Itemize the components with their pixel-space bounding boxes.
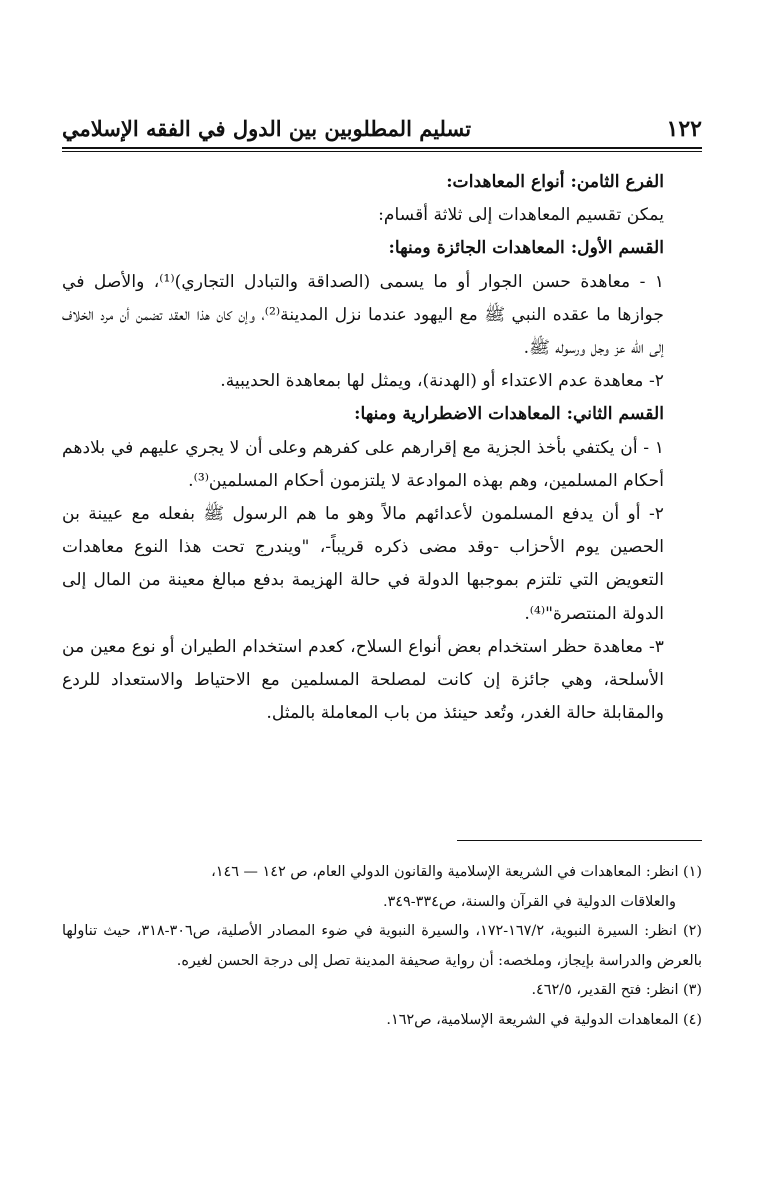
- footnote: (٤) المعاهدات الدولية في الشريعة الإسلامية، ص١٦٢.: [386, 1011, 702, 1028]
- footnote-rule: [457, 840, 702, 841]
- paragraph: ٢- معاهدة عدم الاعتداء أو (الهدنة)، ويمثل لها بمعاهدة الحديبية.: [220, 371, 664, 392]
- paragraph: القسم الأول: المعاهدات الجائزة ومنها:: [388, 238, 664, 259]
- footnote: (١) انظر: المعاهدات في الشريعة الإسلامية والقانون الدولي العام، ص ١٤٢ — ١٤٦،: [211, 864, 702, 880]
- footnotes: [62, 858, 702, 1035]
- paragraph: ٢- أو أن يدفع المسلمون لأعدائهم مالاً وهو ما هم الرسول ﷺ بفعله مع عيينة بن الحصين يوم الأحزاب -وقد مضى ذكره قريباً-، "ويندرج تحت هذا النوع معاهدات التعويض التي تلتزم بموجبها الدولة في حالة الهزيمة بدفع مبالغ معينة من المال إلى الدولة المنتصرة"⁽⁴⁾.: [62, 504, 664, 624]
- page-header: [62, 112, 702, 146]
- footnote: (٢) انظر: السيرة النبوية، ١٦٧/٢-١٧٢، والسيرة النبوية في ضوء المصادر الأصلية، ص٣٠٦-٣١٨، حيث تناولها بالعرض والدراسة بإيجاز، وملخصه: أن رواية صحيفة المدينة تصل إلى درجة الحسن لغيره.: [62, 923, 703, 969]
- footnote: (٣) انظر: فتح القدير، ٤٦٢/٥.: [531, 982, 702, 998]
- paragraph: ٣- معاهدة حظر استخدام بعض أنواع السلاح، كعدم استخدام الطيران أو نوع معين من الأسلحة، وهي جائزة إن كانت لمصلحة المسلمين مع الاحتياط والاستعداد للردع والمقابلة حالة الغدر، وتُعد حينئذ من باب المعاملة بالمثل.: [62, 636, 664, 724]
- footnote-continuation: والعلاقات الدولية في القرآن والسنة، ص٣٣٤-٣٤٩.: [382, 893, 676, 910]
- body-text: [62, 166, 702, 730]
- paragraph: يمكن تقسيم المعاهدات إلى ثلاثة أقسام:: [378, 205, 664, 226]
- header-rule: [62, 147, 702, 152]
- running-title: تسليم المطلوبين بين الدول في الفقه الإسلامي: [62, 116, 472, 141]
- page-number: ١٢٢: [666, 116, 702, 142]
- paragraph: القسم الثاني: المعاهدات الاضطرارية ومنها:: [354, 404, 664, 425]
- paragraph: ١ - معاهدة حسن الجوار أو ما يسمى (الصداقة والتبادل التجاري)⁽¹⁾، والأصل في جوازها ما عقده النبي ﷺ مع اليهود عندما نزل المدينة⁽²⁾، وإن كان هذا العقد تضمن أن مرد الخلاف إلى الله عز وجل ورسوله ﷺ.: [62, 271, 665, 359]
- paragraph: ١ - أن يكتفي بأخذ الجزية مع إقرارهم على كفرهم وعلى أن لا يجري عليهم في بلادهم أحكام المسلمين، وهم بهذه الموادعة لا يلتزمون أحكام المسلمين⁽³⁾.: [62, 437, 664, 491]
- section-heading: الفرع الثامن: أنواع المعاهدات:: [446, 172, 664, 192]
